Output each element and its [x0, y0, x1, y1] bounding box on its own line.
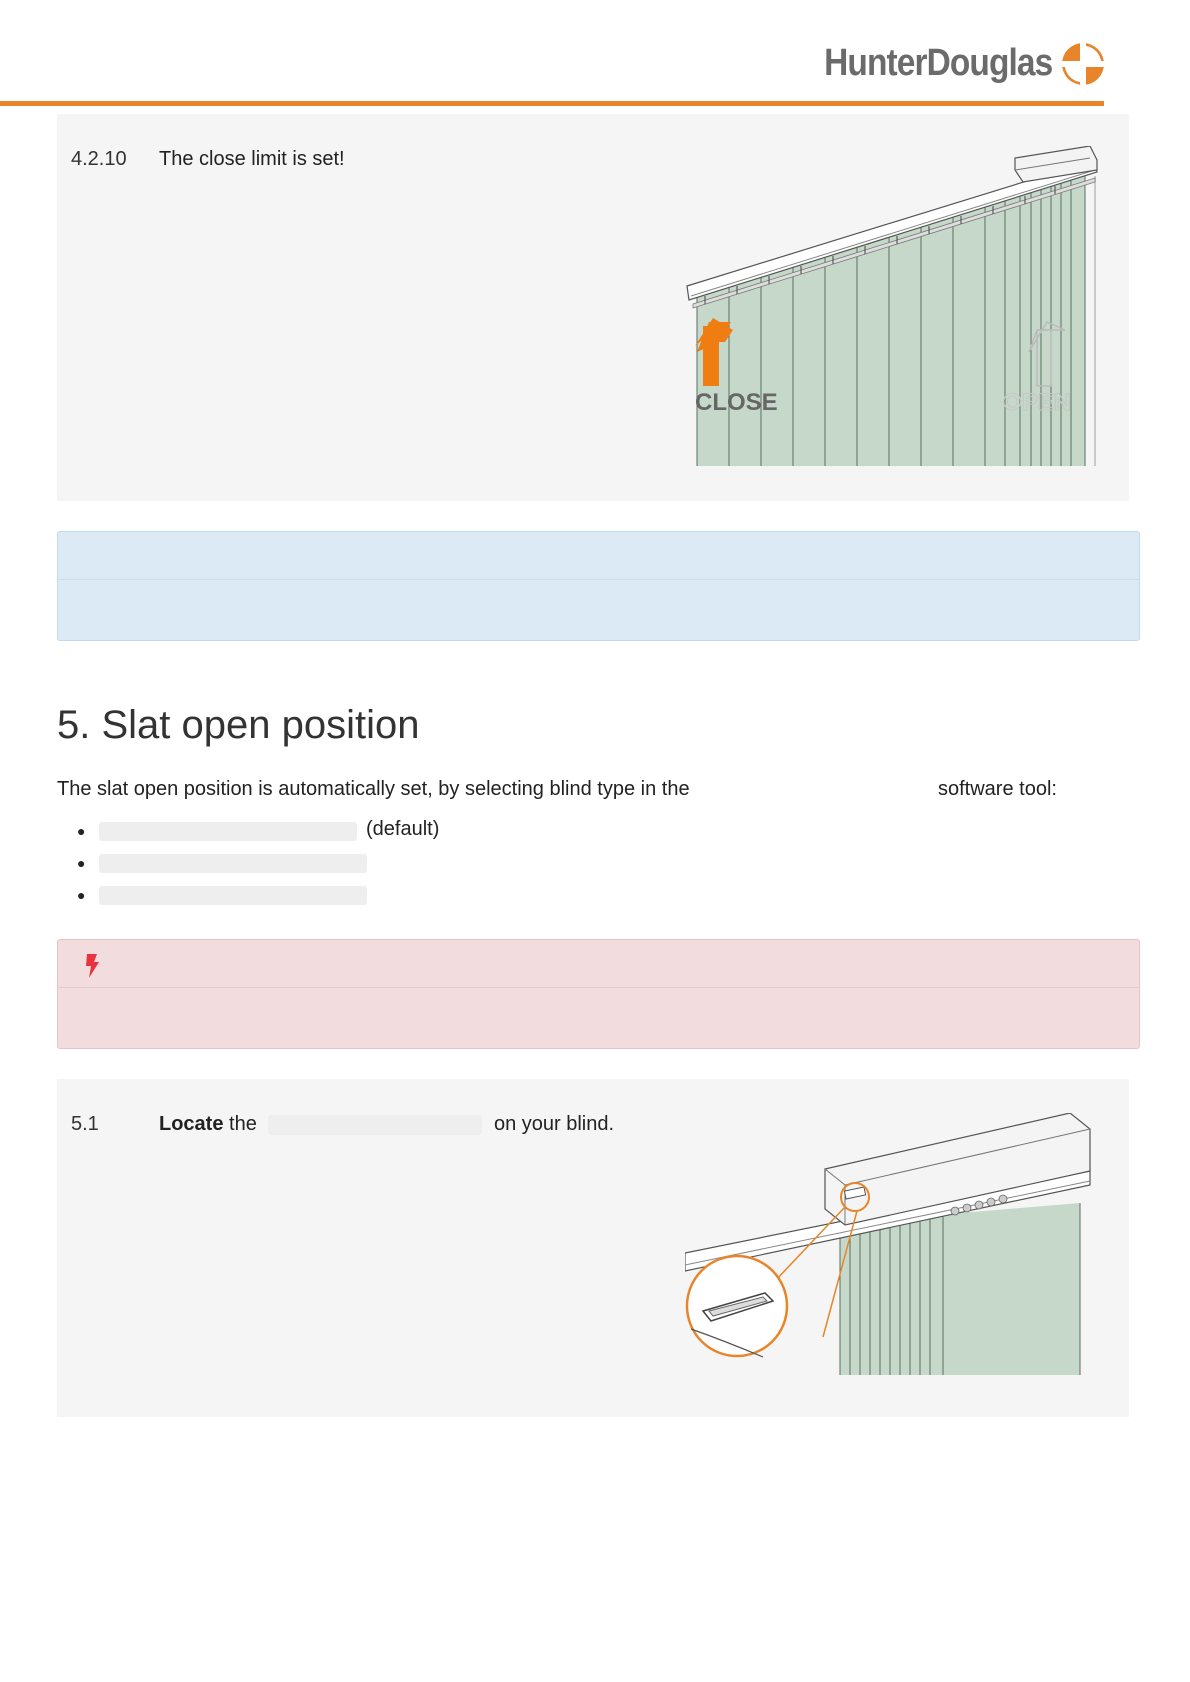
bullet-icon: ●	[77, 823, 86, 839]
page-header	[0, 0, 1190, 106]
step-box-5-1	[57, 1079, 1129, 1417]
open-label: OPEN	[1003, 389, 1072, 416]
close-label: CLOSE	[695, 389, 778, 416]
section-intro-end: software tool:	[938, 778, 1057, 800]
brand-logo-icon	[1061, 42, 1105, 86]
brand-logo-text: HunterDouglas	[823, 42, 1052, 84]
step-text-bold: Locate	[159, 1113, 224, 1135]
step-text	[159, 1113, 614, 1136]
redacted-text	[99, 854, 367, 873]
note-divider	[58, 987, 1139, 988]
step-text-mid: the	[229, 1113, 257, 1135]
note-divider	[58, 579, 1139, 580]
bullet-icon: ●	[77, 855, 86, 871]
redacted-text	[99, 886, 367, 905]
motor-location-illustration	[685, 1113, 1150, 1388]
warning-note	[57, 939, 1140, 1049]
step-text-end: on your blind.	[493, 1113, 615, 1135]
header-rule	[0, 101, 1104, 106]
section-title: 5. Slat open position	[57, 703, 420, 747]
section-intro: The slat open position is automatically set, by selecting blind type in the	[57, 778, 690, 800]
list-item-suffix: (default)	[366, 818, 440, 840]
redacted-text	[99, 822, 357, 841]
redacted-text	[268, 1115, 482, 1135]
lightning-icon	[84, 954, 100, 978]
info-note	[57, 531, 1140, 641]
step-box-4-2-10	[57, 114, 1129, 501]
blind-close-illustration	[685, 146, 1150, 480]
step-number: 5.1	[71, 1113, 99, 1135]
step-number: 4.2.10	[71, 148, 127, 170]
bullet-icon: ●	[77, 887, 86, 903]
step-text: The close limit is set!	[159, 148, 345, 170]
